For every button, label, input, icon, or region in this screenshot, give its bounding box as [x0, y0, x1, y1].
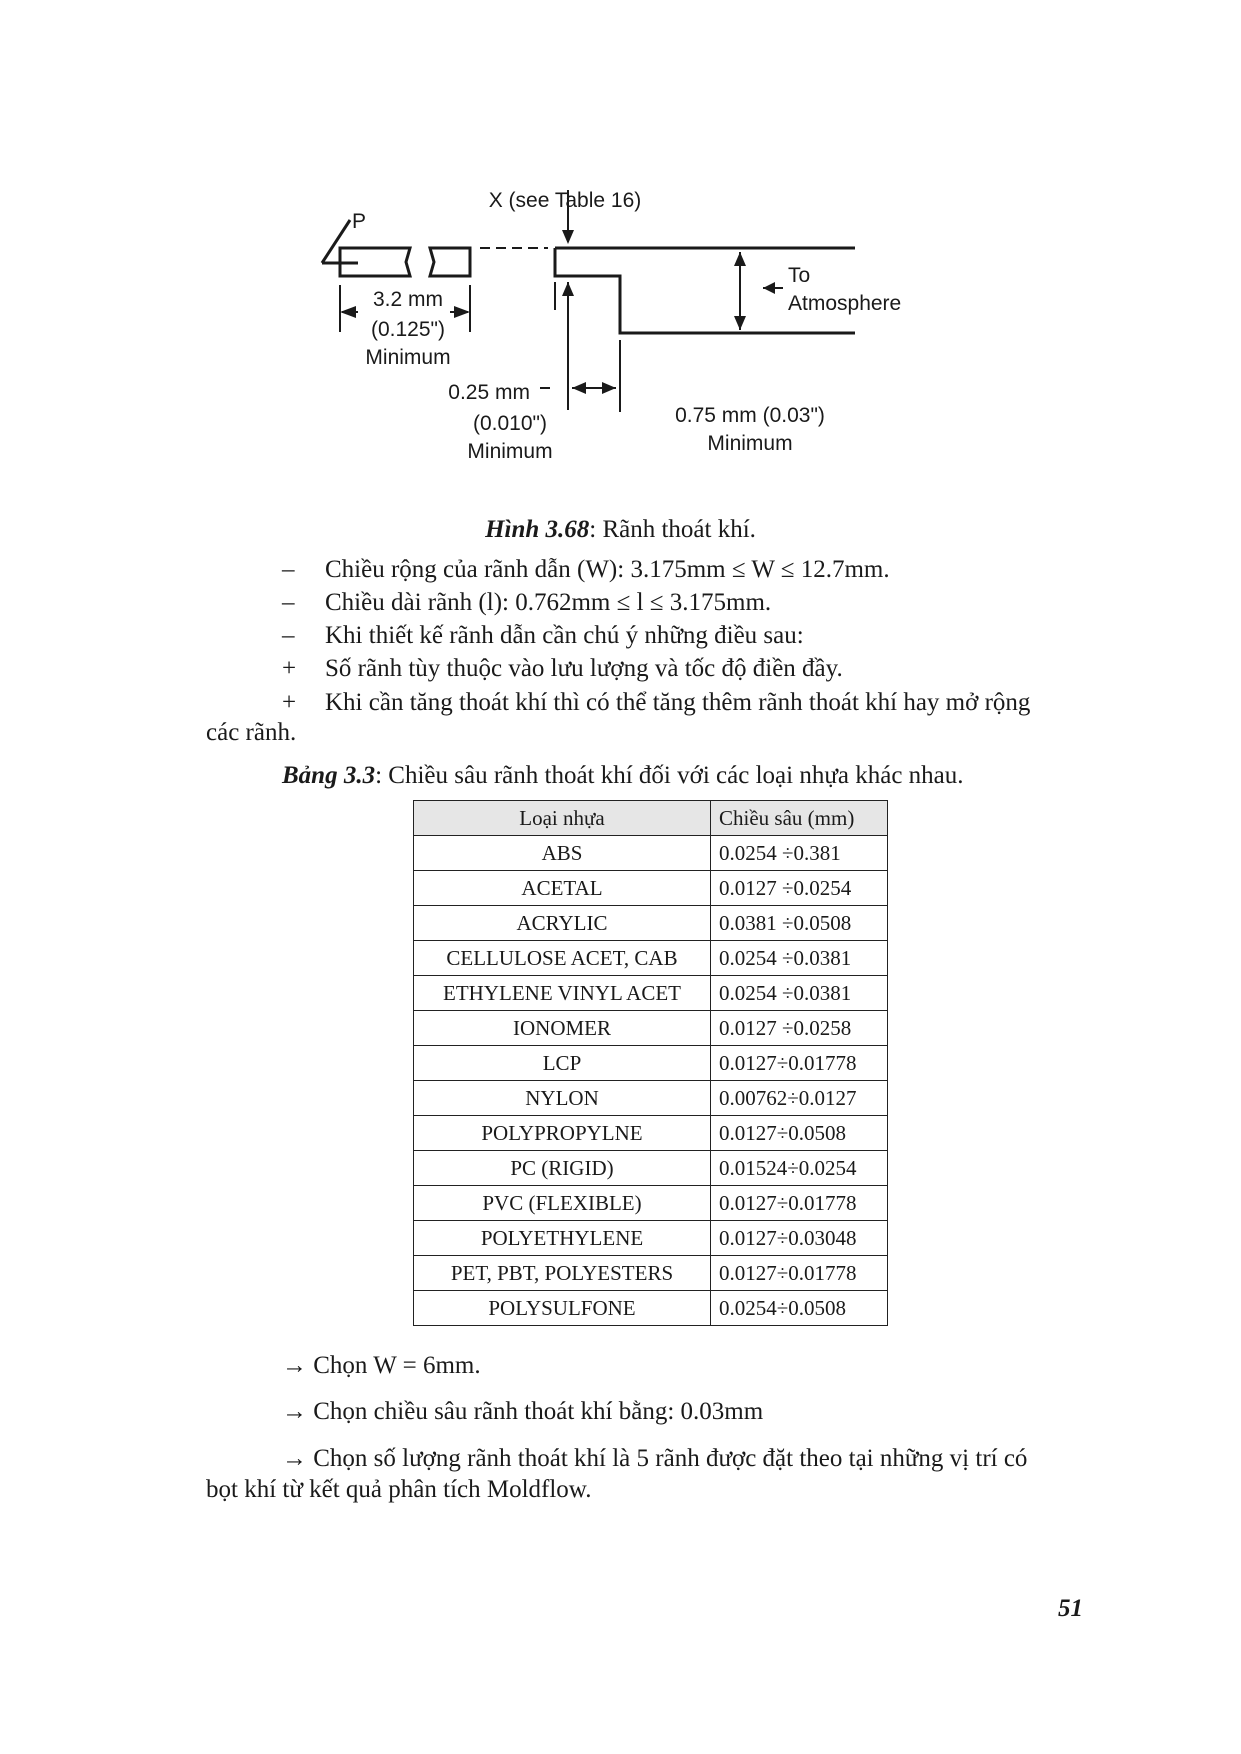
label-minimum-1: Minimum — [365, 346, 451, 369]
cell-plastic: PC (RIGID) — [414, 1151, 711, 1186]
cell-depth: 0.0127÷0.0508 — [711, 1116, 888, 1151]
header-depth: Chiều sâu (mm) — [711, 801, 888, 836]
table-row — [414, 1046, 888, 1081]
label-minimum-2: Minimum — [467, 440, 553, 463]
label-atmosphere: Atmosphere — [788, 292, 902, 315]
page-number: 51 — [1058, 1595, 1083, 1622]
table-row — [414, 871, 888, 906]
bullet-mark: + — [282, 655, 297, 682]
label-0-010in: (0.010") — [473, 412, 547, 435]
bullet-text: Số rãnh tùy thuộc vào lưu lượng và tốc độ điền đầy. — [325, 655, 843, 682]
cell-plastic: POLYPROPYLNE — [414, 1116, 711, 1151]
figure-caption-label: Hình 3.68 — [485, 516, 590, 543]
table-row — [414, 1011, 888, 1046]
label-3-2mm: 3.2 mm — [372, 288, 444, 311]
cell-plastic: CELLULOSE ACET, CAB — [414, 941, 711, 976]
table-caption-label: Bảng 3.3 — [282, 762, 376, 789]
choice-depth: → Chọn chiều sâu rãnh thoát khí bằng: 0.03mm — [282, 1398, 764, 1425]
cell-depth: 0.0127 ÷0.0258 — [711, 1011, 888, 1046]
bullet-text: Khi cần tăng thoát khí thì có thể tăng thêm rãnh thoát khí hay mở rộng — [325, 689, 1031, 716]
cell-depth: 0.0127 ÷0.0254 — [711, 871, 888, 906]
table-row — [414, 906, 888, 941]
bullet-text: Chiều dài rãnh (l): 0.762mm ≤ l ≤ 3.175mm. — [325, 589, 772, 616]
cell-depth: 0.0254 ÷0.0381 — [711, 941, 888, 976]
bullet-text: Chiều rộng của rãnh dẫn (W): 3.175mm ≤ W ≤ 12.7mm. — [325, 556, 890, 583]
table-row — [414, 1151, 888, 1186]
choice-count-line1: → Chọn số lượng rãnh thoát khí là 5 rãnh được đặt theo tại những vị trí có — [282, 1445, 1028, 1472]
bullet-continuation: các rãnh. — [206, 719, 297, 746]
bullet-mark: – — [282, 589, 295, 616]
figure-caption — [0, 516, 1241, 544]
cell-depth: 0.0127÷0.01778 — [711, 1256, 888, 1291]
table-row — [414, 976, 888, 1011]
label-0-125in: (0.125") — [371, 318, 445, 341]
label-0-25mm: 0.25 mm — [448, 381, 530, 404]
choice-width: → Chọn W = 6mm. — [282, 1352, 481, 1379]
table-row — [414, 1256, 888, 1291]
cell-plastic: LCP — [414, 1046, 711, 1081]
bullet-mark: – — [282, 622, 295, 649]
label-x-see-table: X (see Table 16) — [488, 190, 642, 212]
bullet-mark: – — [282, 556, 295, 583]
vent-depth-table — [413, 800, 888, 1326]
table-caption-text: : Chiều sâu rãnh thoát khí đối với các loại nhựa khác nhau. — [375, 762, 964, 789]
cell-plastic: ABS — [414, 836, 711, 871]
cell-plastic: ACETAL — [414, 871, 711, 906]
table-row — [414, 1291, 888, 1326]
table-row — [414, 1081, 888, 1116]
bullet-mark: + — [282, 689, 297, 716]
choice-count-line2: bọt khí từ kết quả phân tích Moldflow. — [206, 1476, 592, 1503]
cell-depth: 0.0127÷0.01778 — [711, 1186, 888, 1221]
cell-depth: 0.0254 ÷0.0381 — [711, 976, 888, 1011]
table-row — [414, 1186, 888, 1221]
cell-plastic: ACRYLIC — [414, 906, 711, 941]
table-row — [414, 941, 888, 976]
figure-caption-text: : Rãnh thoát khí. — [589, 516, 756, 543]
cell-depth: 0.0127÷0.03048 — [711, 1221, 888, 1256]
table-row — [414, 836, 888, 871]
cell-plastic: POLYETHYLENE — [414, 1221, 711, 1256]
cell-plastic: POLYSULFONE — [414, 1291, 711, 1326]
table-header-row — [414, 801, 888, 836]
cell-plastic: PVC (FLEXIBLE) — [414, 1186, 711, 1221]
label-minimum-3: Minimum — [707, 432, 793, 455]
cell-depth: 0.0127÷0.01778 — [711, 1046, 888, 1081]
table-row — [414, 1221, 888, 1256]
cell-depth: 0.0254÷0.0508 — [711, 1291, 888, 1326]
cell-plastic: ETHYLENE VINYL ACET — [414, 976, 711, 1011]
table-caption — [282, 762, 964, 790]
cell-depth: 0.01524÷0.0254 — [711, 1151, 888, 1186]
cell-plastic: IONOMER — [414, 1011, 711, 1046]
table-row — [414, 1116, 888, 1151]
cell-plastic: PET, PBT, POLYESTERS — [414, 1256, 711, 1291]
bullet-text: Khi thiết kế rãnh dẫn cần chú ý những điều sau: — [325, 622, 804, 649]
cell-depth: 0.0381 ÷0.0508 — [711, 906, 888, 941]
cell-depth: 0.00762÷0.0127 — [711, 1081, 888, 1116]
label-p: P — [352, 210, 367, 233]
label-to: To — [788, 264, 811, 287]
header-plastic-type: Loại nhựa — [414, 801, 711, 836]
cell-depth: 0.0254 ÷0.381 — [711, 836, 888, 871]
vent-groove-figure — [310, 190, 1010, 510]
label-0-75mm: 0.75 mm (0.03") — [675, 404, 825, 427]
cell-plastic: NYLON — [414, 1081, 711, 1116]
vent-groove-diagram — [310, 190, 1010, 510]
